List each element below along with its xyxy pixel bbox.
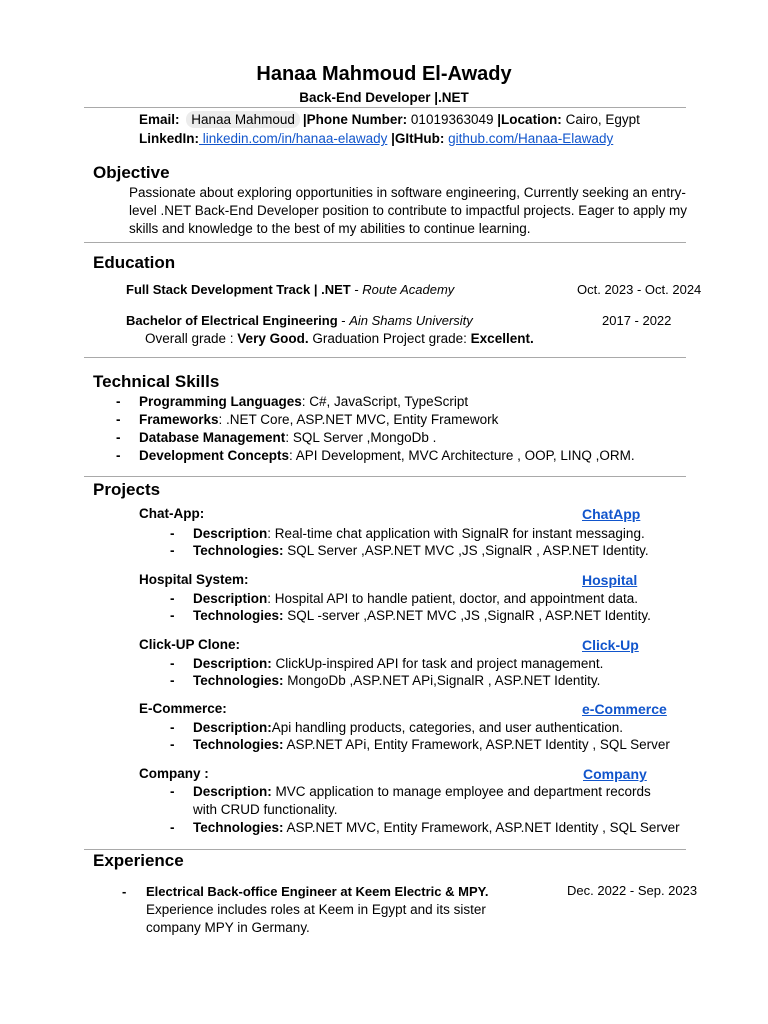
skill-item <box>116 394 468 409</box>
skill-value: : SQL Server ,MongoDb . <box>285 430 437 445</box>
divider <box>84 242 686 243</box>
description-label: Description: <box>193 656 272 671</box>
bullet-dash: - <box>170 543 175 558</box>
technologies-label: Technologies: <box>193 820 284 835</box>
separator: - <box>337 313 350 328</box>
project-description <box>170 526 645 541</box>
skill-label: Database Management <box>139 430 286 445</box>
technologies-text: MongoDb ,ASP.NET APi,SignalR , ASP.NET Identity. <box>287 673 601 688</box>
bullet-dash: - <box>170 737 175 752</box>
bullet-dash: - <box>122 884 127 899</box>
education-title: Full Stack Development Track | .NET <box>126 282 351 297</box>
project-link-ecommerce[interactable]: e-Commerce <box>582 701 667 717</box>
email-label: Email: <box>139 112 180 127</box>
description-text: MVC application to manage employee and department records <box>271 784 651 799</box>
location-value: Cairo, Egypt <box>565 112 640 127</box>
divider <box>84 849 686 850</box>
phone-label: |Phone Number: <box>302 112 408 127</box>
technologies-text: SQL Server ,ASP.NET MVC ,JS ,SignalR , ASP.NET Identity. <box>287 543 649 558</box>
education-item <box>126 282 454 297</box>
skill-item <box>116 430 436 445</box>
experience-title: Electrical Back-office Engineer at Keem Electric & MPY. <box>146 884 489 899</box>
education-title: Bachelor of Electrical Engineering <box>126 313 338 328</box>
bullet-dash: - <box>170 673 175 688</box>
description-text: ClickUp-inspired API for task and project management. <box>271 656 604 671</box>
bullet-dash: - <box>170 526 175 541</box>
skill-item <box>116 412 498 427</box>
education-institution: Route Academy <box>362 282 455 297</box>
project-technologies <box>170 737 670 752</box>
skill-label: Development Concepts <box>139 448 290 463</box>
contact-line-2 <box>139 131 613 146</box>
grade-label: Overall grade : <box>145 331 238 346</box>
phone-value: 01019363049 <box>410 112 494 127</box>
project-grade-value: Excellent. <box>470 331 534 346</box>
description-text: : Real-time chat application with SignalR for instant messaging. <box>267 526 645 541</box>
technologies-text: ASP.NET MVC, Entity Framework, ASP.NET Identity , SQL Server <box>283 820 680 835</box>
github-label: |GItHub: <box>391 131 445 146</box>
technologies-label: Technologies: <box>193 737 284 752</box>
project-technologies <box>170 673 600 688</box>
technologies-label: Technologies: <box>193 608 288 623</box>
project-title: Click-UP Clone: <box>139 637 241 652</box>
education-date: 2017 - 2022 <box>602 313 672 328</box>
skill-label: Programming Languages <box>139 394 302 409</box>
divider <box>84 107 686 108</box>
objective-heading: Objective <box>93 163 170 182</box>
experience-heading: Experience <box>93 851 184 870</box>
technologies-label: Technologies: <box>193 673 288 688</box>
email-value[interactable]: Hanaa Mahmoud <box>186 111 300 128</box>
experience-item <box>122 884 488 899</box>
projects-heading: Projects <box>93 480 161 499</box>
education-heading: Education <box>93 253 176 272</box>
description-label: Description <box>193 591 268 606</box>
project-technologies <box>170 543 649 558</box>
description-label: Description: <box>193 784 272 799</box>
bullet-dash: - <box>170 656 175 671</box>
contact-line-1 <box>139 112 640 127</box>
separator: - <box>350 282 363 297</box>
project-technologies <box>170 608 651 623</box>
bullet-dash: - <box>170 608 175 623</box>
project-title: Chat-App: <box>139 506 205 521</box>
project-technologies <box>170 820 680 835</box>
experience-detail: company MPY in Germany. <box>146 920 310 935</box>
project-link-hospital[interactable]: Hospital <box>582 572 638 588</box>
bullet-dash: - <box>116 448 121 463</box>
linkedin-link[interactable]: linkedin.com/in/hanaa-elawady <box>199 131 388 146</box>
grade-line <box>145 331 534 346</box>
description-text: : Hospital API to handle patient, doctor, and appointment data. <box>267 591 639 606</box>
bullet-dash: - <box>170 720 175 735</box>
education-institution: Ain Shams University <box>349 313 473 328</box>
github-link[interactable]: github.com/Hanaa-Elawady <box>448 131 614 146</box>
project-title: Company : <box>139 766 209 781</box>
skill-value: : .NET Core, ASP.NET MVC, Entity Framework <box>218 412 499 427</box>
resume-title: Back-End Developer |.NET <box>299 90 469 105</box>
bullet-dash: - <box>170 591 175 606</box>
description-label: Description: <box>193 720 272 735</box>
divider <box>84 357 686 358</box>
technologies-text: ASP.NET APi, Entity Framework, ASP.NET Identity , SQL Server <box>283 737 670 752</box>
bullet-dash: - <box>170 784 175 799</box>
experience-date: Dec. 2022 - Sep. 2023 <box>567 883 698 898</box>
project-link-chatapp[interactable]: ChatApp <box>582 506 641 522</box>
skill-value: : API Development, MVC Architecture , OOP, LINQ ,ORM. <box>289 448 635 463</box>
project-link-company[interactable]: Company <box>583 766 647 782</box>
description-text: Api handling products, categories, and user authentication. <box>271 720 623 735</box>
technologies-text: SQL -server ,ASP.NET MVC ,JS ,SignalR , ASP.NET Identity. <box>287 608 651 623</box>
resume-name: Hanaa Mahmoud El-Awady <box>256 63 512 85</box>
project-title: E-Commerce: <box>139 701 227 716</box>
project-link-clickup[interactable]: Click-Up <box>582 637 639 653</box>
experience-detail: Experience includes roles at Keem in Egypt and its sister <box>146 902 486 917</box>
bullet-dash: - <box>116 412 121 427</box>
project-description <box>170 591 638 606</box>
project-description <box>170 784 651 799</box>
bullet-dash: - <box>116 430 121 445</box>
objective-text: Passionate about exploring opportunities in software engineering, Currently seeking an entry-level .NET Back-End Developer position to contribute to impactful projects. Eager to apply my skills and knowledge to the best of my abilities to continue learning. <box>129 185 688 236</box>
bullet-dash: - <box>170 820 175 835</box>
skill-label: Frameworks <box>139 412 219 427</box>
description-label: Description <box>193 526 268 541</box>
project-title: Hospital System: <box>139 572 249 587</box>
skill-value: : C#, JavaScript, TypeScript <box>301 394 469 409</box>
technologies-label: Technologies: <box>193 543 288 558</box>
divider <box>84 476 686 477</box>
location-label: |Location: <box>497 112 562 127</box>
education-item <box>126 313 473 328</box>
skill-item <box>116 448 635 463</box>
bullet-dash: - <box>116 394 121 409</box>
grade-value: Very Good. <box>237 331 309 346</box>
project-description <box>170 656 603 671</box>
description-continuation: with CRUD functionality. <box>193 802 338 817</box>
linkedin-label: LinkedIn: <box>139 131 199 146</box>
education-date: Oct. 2023 - Oct. 2024 <box>577 282 702 297</box>
project-grade-label: Graduation Project grade: <box>308 331 471 346</box>
skills-heading: Technical Skills <box>93 372 220 391</box>
project-description <box>170 720 623 735</box>
